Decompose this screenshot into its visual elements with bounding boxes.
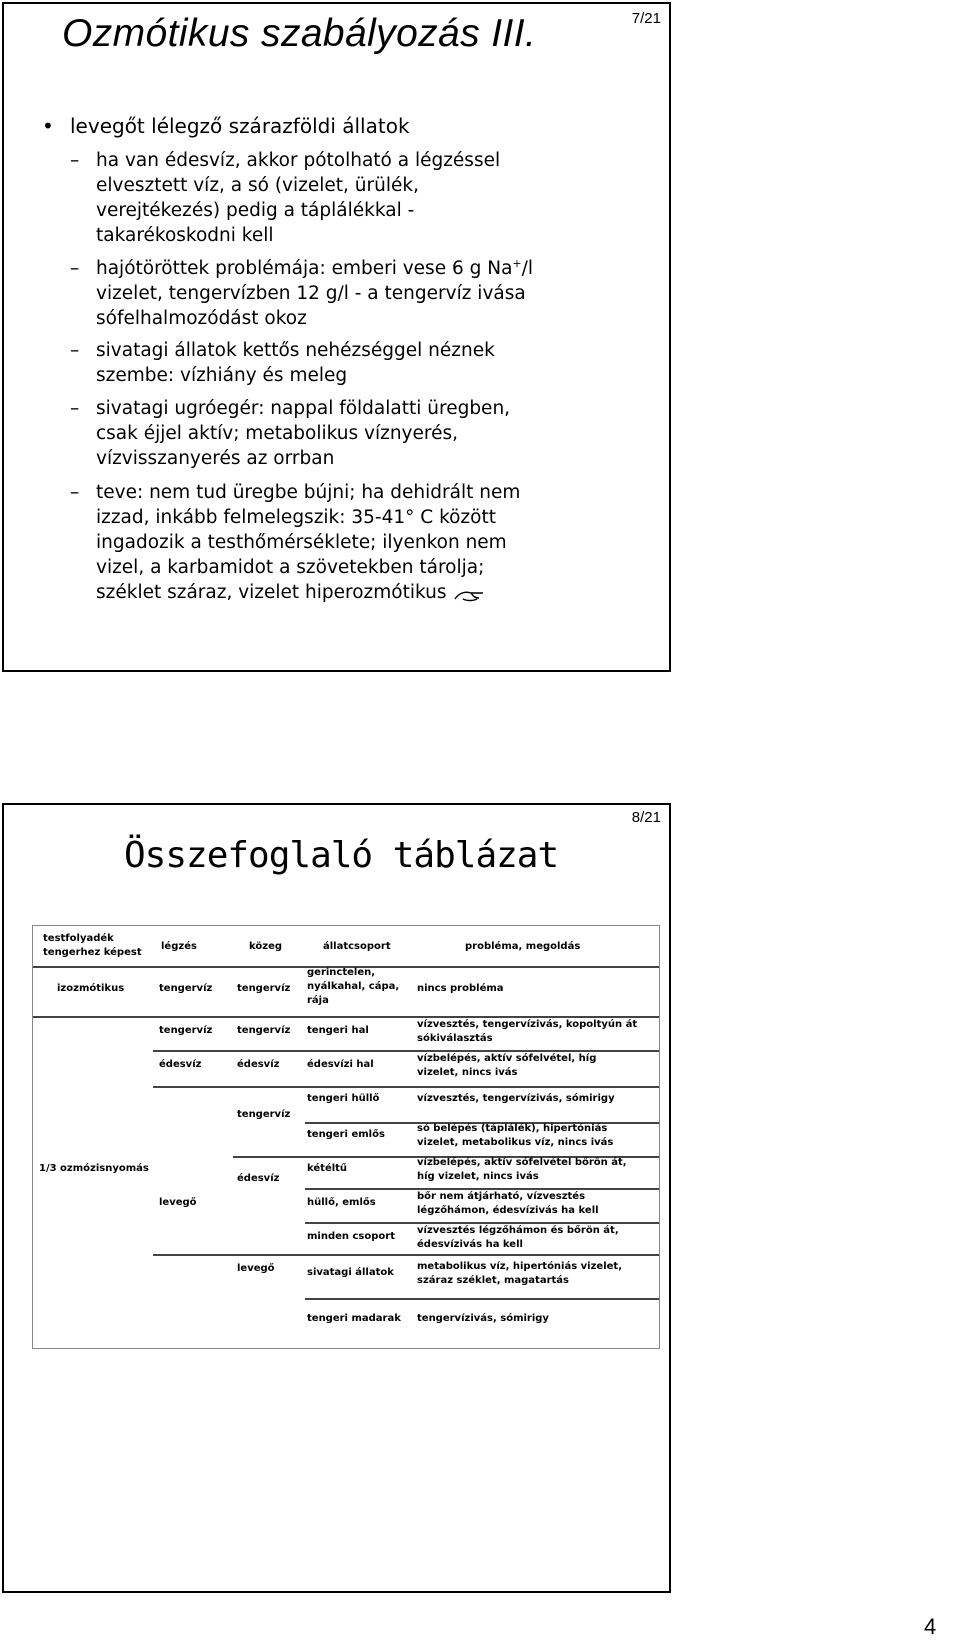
header-body-fluid (43, 932, 142, 960)
sub-item (70, 396, 510, 471)
slide-title: Ozmótikus szabályozás III. (62, 12, 537, 55)
sub-item-line: vizel, a karbamidot a szövetekben tárolja; (96, 557, 485, 578)
bullet-item (42, 114, 410, 138)
sub-item (70, 480, 520, 605)
sub-item-line: csak éjjel aktív; metabolikus víznyerés, (96, 423, 458, 444)
cell-animal-group: édesvízi hal (307, 1059, 374, 1070)
cell-breathing: levegő (159, 1197, 197, 1208)
cell-line: édesvízivás ha kell (417, 1239, 523, 1250)
sub-item-line: ingadozik a testhőmérséklete; ilyenkon nem (96, 532, 507, 553)
cell-problem: vízvesztés, tengervízivás, sómirigy (417, 1093, 615, 1104)
sub-item-line: teve: nem tud üregbe bújni; ha dehidrált nem (96, 482, 521, 503)
cell-medium: tengervíz (237, 1109, 291, 1120)
cell-problem (417, 1156, 627, 1184)
cell-line: vizelet, metabolikus víz, nincs ivás (417, 1137, 614, 1148)
cell-animal-group: tengeri hal (307, 1025, 369, 1036)
sub-item-line: sivatagi ugróegér: nappal földalatti üregben, (96, 398, 511, 419)
cell-line: metabolikus víz, hipertóniás vizelet, (417, 1261, 622, 1272)
sub-item (70, 256, 533, 331)
sub-item-text: széklet száraz, vizelet hiperozmótikus (96, 582, 447, 603)
cell-line: sókiválasztás (417, 1033, 493, 1044)
sub-item-line: takarékoskodni kell (96, 225, 274, 246)
sub-item-line: sófelhalmozódást okoz (96, 308, 307, 329)
header-line: testfolyadék (43, 933, 114, 944)
cell-breathing: tengervíz (159, 1025, 213, 1036)
sub-item (70, 338, 495, 388)
slide-7 (2, 2, 671, 672)
cell-isosmotic: izozmótikus (57, 983, 125, 994)
sub-item (70, 148, 500, 248)
slide-number: 7/21 (631, 10, 661, 27)
cell-problem (417, 1260, 622, 1288)
dash-marker: – (70, 258, 80, 279)
cell-animal-group: kétéltű (307, 1163, 348, 1174)
header-animal-group: állatcsoport (323, 941, 391, 952)
sub-item-line (96, 256, 533, 281)
cell-medium: tengervíz (237, 983, 291, 994)
cell-line: vízbelépés, aktív sófelvétel bőrön át, (417, 1157, 627, 1168)
cell-animal-group: tengeri hüllő (307, 1093, 380, 1104)
cell-line: bőr nem átjárható, vízvesztés (417, 1191, 586, 1202)
sub-item-line (96, 580, 520, 605)
row-divider (153, 1254, 659, 1256)
dash-marker: – (70, 482, 80, 503)
cell-line: nyálkahal, cápa, (307, 981, 400, 992)
sub-item-line: elvesztett víz, a só (vizelet, ürülék, (96, 175, 419, 196)
cell-medium: édesvíz (237, 1173, 280, 1184)
cell-line: száraz széklet, magatartás (417, 1275, 569, 1286)
cell-line: rája (307, 995, 329, 1006)
cell-medium: levegő (237, 1263, 275, 1274)
cell-animal-group: tengeri madarak (307, 1313, 401, 1324)
pointing-hand-icon (453, 585, 487, 601)
cell-animal-group: tengeri emlős (307, 1129, 385, 1140)
cell-line: vízvesztés, tengervízivás, kopoltyún át (417, 1019, 638, 1030)
cell-one-third-osmotic: 1/3 ozmózisnyomás (39, 1163, 149, 1174)
sub-item-line: szembe: vízhiány és meleg (96, 365, 348, 386)
slide-8 (2, 803, 671, 1593)
header-problem-solution: probléma, megoldás (465, 941, 581, 952)
cell-problem (417, 1018, 637, 1046)
cell-medium: édesvíz (237, 1059, 280, 1070)
header-medium: közeg (249, 941, 283, 952)
dash-marker: – (70, 150, 80, 171)
page-number: 4 (924, 1614, 937, 1639)
table-header (33, 926, 659, 968)
cell-medium: tengervíz (237, 1025, 291, 1036)
cell-animal-group: hüllő, emlős (307, 1197, 376, 1208)
header-breathing: légzés (161, 941, 197, 952)
cell-problem: nincs probléma (417, 983, 504, 994)
cell-problem (417, 1122, 613, 1150)
cell-problem (417, 1052, 596, 1080)
cell-line: gerinctelen, (307, 967, 376, 978)
sub-item-line: verejtékezés) pedig a táplálékkal - (96, 200, 415, 221)
sub-item-line: sivatagi állatok kettős nehézséggel néznek (96, 340, 495, 361)
sub-item-text: hajótöröttek problémája: emberi vese 6 g Na (96, 258, 513, 279)
header-line: tengerhez képest (43, 947, 142, 958)
summary-table (32, 925, 660, 1349)
cell-problem: tengervízivás, sómirigy (417, 1313, 549, 1324)
sub-item-line: izzad, inkább felmelegszik: 35-41° C között (96, 507, 496, 528)
cell-animal-group: sivatagi állatok (307, 1267, 394, 1278)
cell-animal-group: minden csoport (307, 1231, 395, 1242)
cell-line: vízvesztés légzőhámon és bőrön át, (417, 1225, 619, 1236)
sub-item-line: vizelet, tengervízben 12 g/l - a tengervíz ivása (96, 283, 526, 304)
cell-breathing: édesvíz (159, 1059, 202, 1070)
cell-line: vizelet, nincs ivás (417, 1067, 518, 1078)
cell-animal-group (307, 966, 399, 1008)
slide-title: Összefoglaló táblázat (124, 835, 559, 876)
cell-line: légzőhámon, édesvízivás ha kell (417, 1205, 599, 1216)
sub-item-text: /l (521, 258, 533, 279)
row-divider (305, 1298, 659, 1300)
slide-number: 8/21 (631, 809, 661, 826)
dash-marker: – (70, 340, 80, 361)
bullet-text: levegőt lélegző szárazföldi állatok (70, 114, 410, 138)
bullet-dot: • (42, 114, 54, 138)
cell-line: vízbelépés, aktív sófelvétel, híg (417, 1053, 597, 1064)
cell-line: híg vizelet, nincs ivás (417, 1171, 539, 1182)
cell-breathing: tengervíz (159, 983, 213, 994)
cell-problem (417, 1190, 599, 1218)
sub-item-line: vízvisszanyerés az orrban (96, 448, 335, 469)
cell-problem (417, 1224, 619, 1252)
superscript: + (512, 256, 522, 270)
cell-line: só belépés (táplálék), hipertóniás (417, 1123, 608, 1134)
dash-marker: – (70, 398, 80, 419)
sub-item-line: ha van édesvíz, akkor pótolható a légzéssel (96, 150, 501, 171)
row-divider (153, 1086, 659, 1088)
